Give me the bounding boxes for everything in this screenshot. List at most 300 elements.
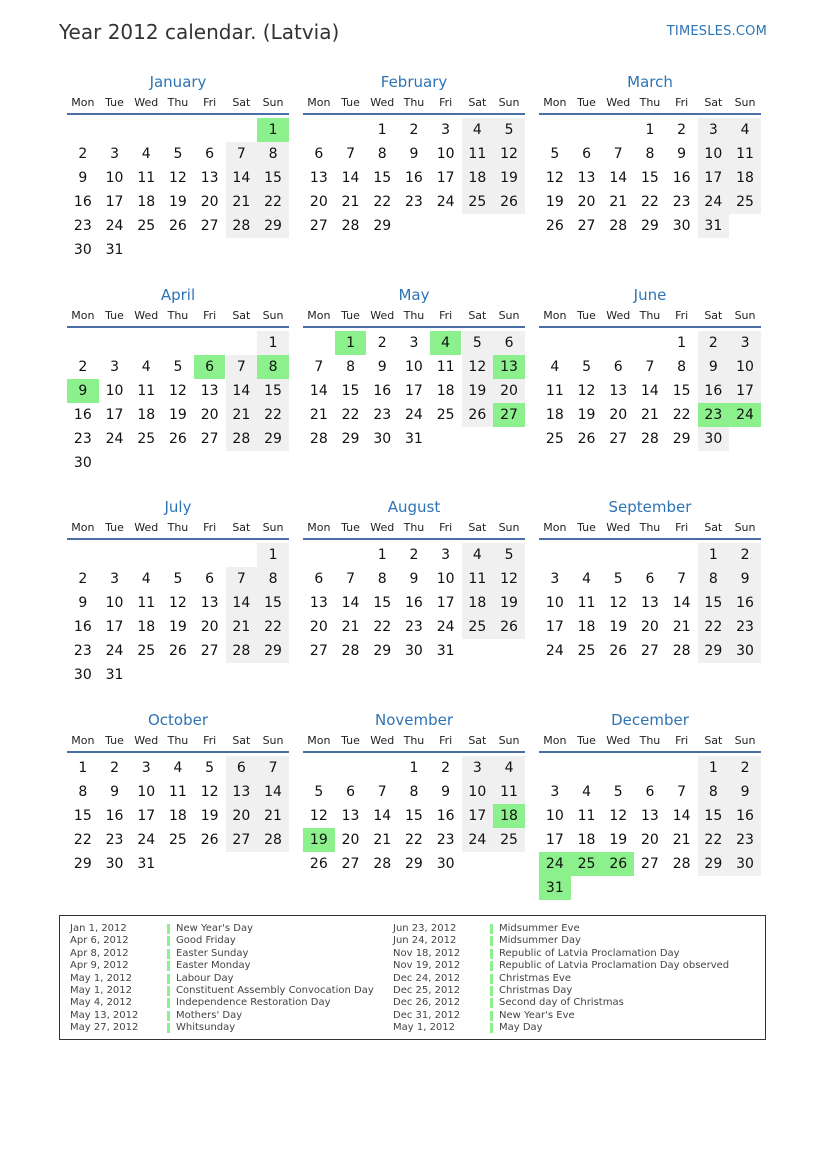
day-cell[interactable]: 28 (341, 643, 360, 659)
day-cell[interactable]: 9 (377, 359, 387, 375)
day-cell[interactable]: 8 (257, 142, 289, 166)
day-cell[interactable]: 6 (613, 359, 623, 375)
day-cell[interactable]: 17 (105, 407, 124, 423)
day-cell[interactable]: 20 (226, 804, 258, 828)
holiday-day-cell[interactable]: 31 (539, 876, 571, 900)
day-cell[interactable]: 6 (205, 571, 215, 587)
day-cell[interactable]: 3 (110, 571, 119, 587)
day-cell[interactable]: 24 (545, 643, 564, 659)
day-cell[interactable]: 20 (641, 832, 659, 848)
day-cell[interactable]: 29 (672, 431, 691, 447)
day-cell[interactable]: 2 (729, 756, 761, 780)
day-cell[interactable]: 3 (409, 335, 419, 351)
day-cell[interactable]: 2 (409, 122, 419, 138)
day-cell[interactable]: 23 (672, 194, 691, 210)
day-cell[interactable]: 20 (200, 194, 219, 210)
day-cell[interactable]: 13 (641, 595, 659, 611)
day-cell[interactable]: 23 (405, 194, 423, 210)
holiday-day-cell[interactable]: 4 (430, 331, 462, 355)
day-cell[interactable]: 7 (677, 784, 687, 800)
day-cell[interactable]: 14 (341, 595, 360, 611)
day-cell[interactable]: 1 (257, 331, 289, 355)
day-cell[interactable]: 14 (309, 383, 328, 399)
day-cell[interactable]: 15 (373, 170, 392, 186)
day-cell[interactable]: 16 (405, 170, 423, 186)
day-cell[interactable]: 5 (173, 146, 183, 162)
day-cell[interactable]: 10 (462, 780, 494, 804)
holiday-day-cell[interactable]: 25 (571, 852, 603, 876)
day-cell[interactable]: 2 (441, 760, 451, 776)
day-cell[interactable]: 13 (309, 170, 328, 186)
day-cell[interactable]: 20 (609, 407, 628, 423)
day-cell[interactable]: 25 (169, 832, 187, 848)
day-cell[interactable]: 8 (78, 784, 88, 800)
day-cell[interactable]: 18 (462, 166, 494, 190)
day-cell[interactable]: 16 (73, 194, 92, 210)
day-cell[interactable]: 8 (698, 780, 730, 804)
day-cell[interactable]: 1 (377, 547, 387, 563)
day-cell[interactable]: 26 (545, 218, 564, 234)
day-cell[interactable]: 2 (377, 335, 387, 351)
day-cell[interactable]: 9 (441, 784, 451, 800)
day-cell[interactable]: 13 (200, 170, 219, 186)
day-cell[interactable]: 16 (373, 383, 392, 399)
day-cell[interactable]: 28 (672, 643, 691, 659)
day-cell[interactable]: 22 (641, 194, 659, 210)
day-cell[interactable]: 1 (377, 122, 387, 138)
day-cell[interactable]: 11 (137, 383, 156, 399)
day-cell[interactable]: 8 (409, 784, 419, 800)
day-cell[interactable]: 22 (373, 194, 392, 210)
day-cell[interactable]: 14 (226, 166, 258, 190)
holiday-day-cell[interactable]: 13 (493, 355, 525, 379)
day-cell[interactable]: 5 (173, 359, 183, 375)
day-cell[interactable]: 12 (309, 808, 328, 824)
day-cell[interactable]: 2 (78, 571, 88, 587)
day-cell[interactable]: 3 (441, 547, 451, 563)
day-cell[interactable]: 21 (226, 615, 258, 639)
day-cell[interactable]: 11 (577, 595, 596, 611)
day-cell[interactable]: 21 (609, 194, 628, 210)
holiday-day-cell[interactable]: 1 (257, 118, 289, 142)
day-cell[interactable]: 20 (641, 619, 659, 635)
day-cell[interactable]: 18 (545, 407, 564, 423)
day-cell[interactable]: 9 (677, 146, 687, 162)
day-cell[interactable]: 6 (226, 756, 258, 780)
day-cell[interactable]: 9 (78, 595, 88, 611)
day-cell[interactable]: 16 (729, 591, 761, 615)
day-cell[interactable]: 7 (377, 784, 387, 800)
day-cell[interactable]: 5 (550, 146, 560, 162)
day-cell[interactable]: 15 (257, 591, 289, 615)
day-cell[interactable]: 10 (436, 571, 455, 587)
day-cell[interactable]: 4 (493, 756, 525, 780)
day-cell[interactable]: 25 (493, 828, 525, 852)
day-cell[interactable]: 21 (373, 832, 392, 848)
day-cell[interactable]: 5 (613, 571, 623, 587)
day-cell[interactable]: 21 (226, 190, 258, 214)
day-cell[interactable]: 18 (462, 591, 494, 615)
day-cell[interactable]: 17 (436, 595, 455, 611)
day-cell[interactable]: 4 (141, 571, 151, 587)
day-cell[interactable]: 27 (200, 218, 219, 234)
day-cell[interactable]: 22 (672, 407, 691, 423)
day-cell[interactable]: 25 (577, 643, 596, 659)
day-cell[interactable]: 18 (137, 407, 156, 423)
day-cell[interactable]: 13 (200, 383, 219, 399)
day-cell[interactable]: 30 (73, 455, 92, 471)
day-cell[interactable]: 3 (110, 146, 119, 162)
day-cell[interactable]: 1 (257, 543, 289, 567)
day-cell[interactable]: 10 (105, 383, 124, 399)
day-cell[interactable]: 21 (672, 619, 691, 635)
day-cell[interactable]: 27 (641, 856, 659, 872)
day-cell[interactable]: 21 (341, 194, 360, 210)
day-cell[interactable]: 17 (729, 379, 761, 403)
day-cell[interactable]: 16 (405, 595, 423, 611)
day-cell[interactable]: 29 (257, 639, 289, 663)
day-cell[interactable]: 7 (226, 567, 258, 591)
day-cell[interactable]: 23 (436, 832, 455, 848)
day-cell[interactable]: 19 (200, 808, 219, 824)
day-cell[interactable]: 27 (341, 856, 360, 872)
day-cell[interactable]: 19 (169, 619, 187, 635)
brand-link[interactable]: TIMESLES.COM (666, 24, 767, 39)
day-cell[interactable]: 25 (137, 218, 156, 234)
day-cell[interactable]: 10 (436, 146, 455, 162)
day-cell[interactable]: 22 (405, 832, 423, 848)
day-cell[interactable]: 17 (137, 808, 156, 824)
day-cell[interactable]: 7 (346, 146, 355, 162)
day-cell[interactable]: 14 (672, 595, 691, 611)
day-cell[interactable]: 5 (613, 784, 623, 800)
day-cell[interactable]: 28 (609, 218, 628, 234)
day-cell[interactable]: 3 (141, 760, 151, 776)
holiday-day-cell[interactable]: 18 (493, 804, 525, 828)
day-cell[interactable]: 28 (226, 214, 258, 238)
day-cell[interactable]: 19 (493, 591, 525, 615)
day-cell[interactable]: 15 (672, 383, 691, 399)
day-cell[interactable]: 12 (200, 784, 219, 800)
day-cell[interactable]: 11 (462, 567, 494, 591)
day-cell[interactable]: 24 (105, 643, 124, 659)
day-cell[interactable]: 31 (105, 667, 124, 683)
day-cell[interactable]: 2 (409, 547, 419, 563)
day-cell[interactable]: 11 (137, 595, 156, 611)
day-cell[interactable]: 13 (226, 780, 258, 804)
day-cell[interactable]: 28 (257, 828, 289, 852)
holiday-day-cell[interactable]: 26 (602, 852, 634, 876)
day-cell[interactable]: 5 (205, 760, 215, 776)
day-cell[interactable]: 13 (577, 170, 596, 186)
day-cell[interactable]: 30 (73, 667, 92, 683)
day-cell[interactable]: 12 (609, 808, 628, 824)
day-cell[interactable]: 19 (169, 194, 187, 210)
day-cell[interactable]: 21 (257, 804, 289, 828)
day-cell[interactable]: 3 (550, 784, 560, 800)
day-cell[interactable]: 22 (73, 832, 92, 848)
day-cell[interactable]: 24 (405, 407, 423, 423)
day-cell[interactable]: 14 (341, 170, 360, 186)
day-cell[interactable]: 13 (200, 595, 219, 611)
day-cell[interactable]: 20 (493, 379, 525, 403)
day-cell[interactable]: 19 (577, 407, 596, 423)
day-cell[interactable]: 21 (672, 832, 691, 848)
day-cell[interactable]: 18 (169, 808, 187, 824)
day-cell[interactable]: 6 (645, 784, 655, 800)
day-cell[interactable]: 13 (641, 808, 659, 824)
day-cell[interactable]: 6 (582, 146, 591, 162)
day-cell[interactable]: 1 (78, 760, 88, 776)
day-cell[interactable]: 25 (729, 190, 761, 214)
day-cell[interactable]: 14 (257, 780, 289, 804)
day-cell[interactable]: 17 (105, 619, 124, 635)
day-cell[interactable]: 28 (226, 427, 258, 451)
day-cell[interactable]: 12 (462, 355, 494, 379)
day-cell[interactable]: 23 (73, 643, 92, 659)
day-cell[interactable]: 18 (137, 619, 156, 635)
day-cell[interactable]: 15 (641, 170, 659, 186)
day-cell[interactable]: 28 (309, 431, 328, 447)
day-cell[interactable]: 26 (309, 856, 328, 872)
day-cell[interactable]: 31 (105, 242, 124, 258)
day-cell[interactable]: 10 (405, 359, 423, 375)
day-cell[interactable]: 1 (698, 756, 730, 780)
day-cell[interactable]: 14 (641, 383, 659, 399)
day-cell[interactable]: 25 (462, 190, 494, 214)
day-cell[interactable]: 11 (493, 780, 525, 804)
day-cell[interactable]: 23 (105, 832, 124, 848)
day-cell[interactable]: 9 (110, 784, 119, 800)
day-cell[interactable]: 24 (698, 190, 730, 214)
day-cell[interactable]: 12 (169, 383, 187, 399)
day-cell[interactable]: 20 (577, 194, 596, 210)
day-cell[interactable]: 3 (110, 359, 119, 375)
day-cell[interactable]: 9 (698, 355, 730, 379)
day-cell[interactable]: 15 (698, 591, 730, 615)
day-cell[interactable]: 15 (405, 808, 423, 824)
day-cell[interactable]: 2 (78, 146, 88, 162)
holiday-day-cell[interactable]: 1 (335, 331, 367, 355)
day-cell[interactable]: 17 (545, 832, 564, 848)
day-cell[interactable]: 12 (577, 383, 596, 399)
day-cell[interactable]: 26 (200, 832, 219, 848)
day-cell[interactable]: 31 (436, 643, 455, 659)
day-cell[interactable]: 29 (641, 218, 659, 234)
day-cell[interactable]: 31 (137, 856, 156, 872)
day-cell[interactable]: 7 (226, 355, 258, 379)
day-cell[interactable]: 4 (729, 118, 761, 142)
day-cell[interactable]: 11 (577, 808, 596, 824)
day-cell[interactable]: 3 (441, 122, 451, 138)
day-cell[interactable]: 10 (545, 808, 564, 824)
day-cell[interactable]: 29 (73, 856, 92, 872)
day-cell[interactable]: 21 (641, 407, 659, 423)
day-cell[interactable]: 27 (200, 431, 219, 447)
day-cell[interactable]: 25 (436, 407, 455, 423)
day-cell[interactable]: 10 (698, 142, 730, 166)
day-cell[interactable]: 6 (205, 146, 215, 162)
day-cell[interactable]: 25 (462, 615, 494, 639)
day-cell[interactable]: 17 (436, 170, 455, 186)
day-cell[interactable]: 4 (462, 543, 494, 567)
day-cell[interactable]: 15 (373, 595, 392, 611)
day-cell[interactable]: 15 (257, 166, 289, 190)
day-cell[interactable]: 6 (314, 571, 324, 587)
day-cell[interactable]: 11 (169, 784, 187, 800)
day-cell[interactable]: 7 (346, 571, 355, 587)
day-cell[interactable]: 14 (373, 808, 392, 824)
day-cell[interactable]: 15 (698, 804, 730, 828)
holiday-day-cell[interactable]: 27 (493, 403, 525, 427)
day-cell[interactable]: 17 (462, 804, 494, 828)
day-cell[interactable]: 7 (677, 571, 687, 587)
day-cell[interactable]: 7 (613, 146, 623, 162)
day-cell[interactable]: 11 (729, 142, 761, 166)
day-cell[interactable]: 2 (110, 760, 119, 776)
day-cell[interactable]: 30 (73, 242, 92, 258)
day-cell[interactable]: 22 (698, 615, 730, 639)
day-cell[interactable]: 6 (314, 146, 324, 162)
day-cell[interactable]: 1 (409, 760, 419, 776)
day-cell[interactable]: 24 (462, 828, 494, 852)
day-cell[interactable]: 2 (78, 359, 88, 375)
day-cell[interactable]: 27 (641, 643, 659, 659)
day-cell[interactable]: 4 (141, 146, 151, 162)
day-cell[interactable]: 13 (609, 383, 628, 399)
day-cell[interactable]: 19 (545, 194, 564, 210)
day-cell[interactable]: 21 (341, 619, 360, 635)
day-cell[interactable]: 20 (341, 832, 360, 848)
day-cell[interactable]: 30 (373, 431, 392, 447)
day-cell[interactable]: 26 (462, 403, 494, 427)
day-cell[interactable]: 3 (462, 756, 494, 780)
day-cell[interactable]: 12 (169, 170, 187, 186)
day-cell[interactable]: 6 (645, 571, 655, 587)
day-cell[interactable]: 20 (200, 407, 219, 423)
day-cell[interactable]: 4 (582, 571, 591, 587)
day-cell[interactable]: 22 (341, 407, 360, 423)
day-cell[interactable]: 10 (545, 595, 564, 611)
day-cell[interactable]: 16 (436, 808, 455, 824)
day-cell[interactable]: 22 (257, 403, 289, 427)
holiday-day-cell[interactable]: 24 (539, 852, 571, 876)
day-cell[interactable]: 22 (257, 615, 289, 639)
day-cell[interactable]: 29 (341, 431, 360, 447)
day-cell[interactable]: 4 (462, 118, 494, 142)
day-cell[interactable]: 21 (226, 403, 258, 427)
day-cell[interactable]: 8 (346, 359, 355, 375)
day-cell[interactable]: 14 (226, 379, 258, 403)
day-cell[interactable]: 5 (314, 784, 324, 800)
day-cell[interactable]: 23 (373, 407, 392, 423)
day-cell[interactable]: 30 (729, 639, 761, 663)
day-cell[interactable]: 11 (436, 359, 455, 375)
day-cell[interactable]: 12 (493, 142, 525, 166)
day-cell[interactable]: 24 (436, 194, 455, 210)
day-cell[interactable]: 18 (436, 383, 455, 399)
day-cell[interactable]: 29 (257, 214, 289, 238)
day-cell[interactable]: 1 (698, 543, 730, 567)
day-cell[interactable]: 4 (582, 784, 591, 800)
day-cell[interactable]: 5 (493, 543, 525, 567)
day-cell[interactable]: 22 (373, 619, 392, 635)
day-cell[interactable]: 14 (226, 591, 258, 615)
day-cell[interactable]: 7 (645, 359, 655, 375)
day-cell[interactable]: 20 (200, 619, 219, 635)
day-cell[interactable]: 1 (645, 122, 655, 138)
day-cell[interactable]: 9 (729, 780, 761, 804)
holiday-day-cell[interactable]: 19 (303, 828, 335, 852)
day-cell[interactable]: 28 (341, 218, 360, 234)
day-cell[interactable]: 7 (257, 756, 289, 780)
day-cell[interactable]: 6 (346, 784, 355, 800)
day-cell[interactable]: 2 (729, 543, 761, 567)
day-cell[interactable]: 16 (105, 808, 124, 824)
day-cell[interactable]: 5 (462, 331, 494, 355)
day-cell[interactable]: 19 (493, 166, 525, 190)
day-cell[interactable]: 23 (729, 615, 761, 639)
day-cell[interactable]: 29 (405, 856, 423, 872)
day-cell[interactable]: 23 (73, 431, 92, 447)
day-cell[interactable]: 23 (729, 828, 761, 852)
day-cell[interactable]: 4 (550, 359, 560, 375)
day-cell[interactable]: 23 (73, 218, 92, 234)
day-cell[interactable]: 14 (672, 808, 691, 824)
day-cell[interactable]: 16 (73, 407, 92, 423)
day-cell[interactable]: 30 (729, 852, 761, 876)
day-cell[interactable]: 3 (550, 571, 560, 587)
day-cell[interactable]: 17 (698, 166, 730, 190)
day-cell[interactable]: 14 (609, 170, 628, 186)
day-cell[interactable]: 30 (405, 643, 423, 659)
day-cell[interactable]: 3 (729, 331, 761, 355)
day-cell[interactable]: 13 (341, 808, 360, 824)
day-cell[interactable]: 19 (609, 832, 628, 848)
day-cell[interactable]: 26 (493, 190, 525, 214)
day-cell[interactable]: 22 (257, 190, 289, 214)
day-cell[interactable]: 29 (373, 218, 392, 234)
day-cell[interactable]: 9 (409, 146, 419, 162)
day-cell[interactable]: 29 (698, 852, 730, 876)
day-cell[interactable]: 17 (105, 194, 124, 210)
day-cell[interactable]: 26 (577, 431, 596, 447)
day-cell[interactable]: 16 (672, 170, 691, 186)
day-cell[interactable]: 30 (105, 856, 124, 872)
holiday-day-cell[interactable]: 6 (194, 355, 226, 379)
day-cell[interactable]: 29 (373, 643, 392, 659)
day-cell[interactable]: 27 (309, 218, 328, 234)
day-cell[interactable]: 11 (462, 142, 494, 166)
day-cell[interactable]: 26 (609, 643, 628, 659)
day-cell[interactable]: 28 (373, 856, 392, 872)
day-cell[interactable]: 31 (405, 431, 423, 447)
day-cell[interactable]: 10 (137, 784, 156, 800)
day-cell[interactable]: 20 (309, 619, 328, 635)
day-cell[interactable]: 18 (137, 194, 156, 210)
day-cell[interactable]: 29 (698, 639, 730, 663)
day-cell[interactable]: 27 (577, 218, 596, 234)
day-cell[interactable]: 28 (641, 431, 659, 447)
day-cell[interactable]: 4 (141, 359, 151, 375)
day-cell[interactable]: 31 (698, 214, 730, 238)
day-cell[interactable]: 15 (341, 383, 360, 399)
day-cell[interactable]: 19 (169, 407, 187, 423)
day-cell[interactable]: 8 (257, 567, 289, 591)
day-cell[interactable]: 4 (173, 760, 183, 776)
day-cell[interactable]: 26 (493, 615, 525, 639)
day-cell[interactable]: 3 (698, 118, 730, 142)
